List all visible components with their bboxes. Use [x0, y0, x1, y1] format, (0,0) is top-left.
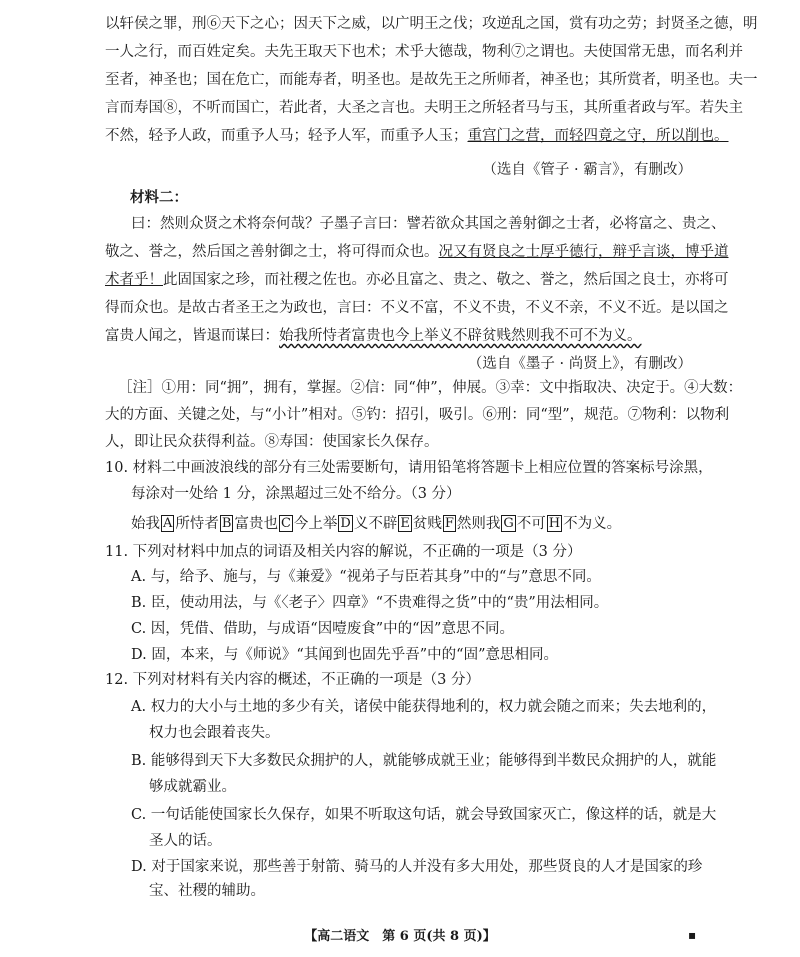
q12-option-a-cont: 权力也会跟着丧失。 [149, 725, 280, 741]
material2-line-4: 得而众也。是故古者圣王之为政也，言曰：不义不富，不义不贵，不义不亲，不义不近。是以国之 [105, 300, 729, 316]
q10-seg-3: 今上举 [293, 516, 338, 532]
q11-stem: 11. 下列对材料中加点的词语及相关内容的解说，不正确的一项是（3 分） [105, 544, 582, 560]
q12-option-c[interactable]: C. 一句话能使国家长久保存，如果不听取这句话，就会导致国家灭亡，像这样的话，就是大 [131, 807, 717, 823]
q12-option-d[interactable]: D. 对于国家来说，那些善于射箭、骑马的人并没有多大用处，那些贤良的人才是国家的珍 [131, 859, 703, 875]
material2-line-3 [105, 270, 729, 290]
q10-seg-1: 所恃者 [175, 516, 219, 532]
q10-seg-4: 义不辟 [353, 516, 398, 532]
q12-option-a[interactable]: A. 权力的大小与土地的多少有关，诸侯中能获得地利的，权力就会随之而来；失去地利的， [131, 699, 717, 715]
q10-label-h[interactable]: H [548, 516, 561, 531]
material1-line-2: 一人之行，而百姓定矣。夫先王取天下也术；术乎大德哉，物利⑦之谓也。夫使国常无患，而名利并 [105, 44, 743, 60]
q10-label-d[interactable]: D [340, 516, 351, 531]
q12-option-d-cont: 宝、社稷的辅助。 [149, 883, 265, 899]
material1-source: （选自《管子 · 霸言》，有删改） [482, 162, 692, 178]
q11-option-c[interactable]: C. 因，凭借、借助，与成语“因噎废食”中的“因”意思不同。 [131, 621, 514, 637]
q11-option-d[interactable]: D. 固，本来，与《师说》“其闻到也固先乎吾”中的“固”意思相同。 [131, 647, 558, 663]
material1-line-3: 至者，神圣也；国在危亡，而能寿者，明圣也。是故先王之所师者，神圣也；其所赏者，明圣也。夫一 [105, 72, 758, 88]
q10-seg-5: 贫贱 [412, 516, 442, 532]
material2-line-5-text: 富贵人闻之，皆退而谋曰： [105, 328, 279, 344]
q12-stem: 12. 下列对材料有关内容的概述，不正确的一项是（3 分） [105, 672, 481, 688]
notes-line-3: 人，即让民众获得利益。⑧寿国：使国家长久保存。 [105, 434, 439, 450]
q10-segments [131, 514, 621, 534]
material2-wavy-sentence: 始我所恃者富贵也今上举义不辟贫贱然则我不可不为义。 [279, 328, 642, 344]
notes-line-2: 大的方面、关键之处，与“小计”相对。⑤钓：招引，吸引。⑥刑：同“型”，规范。⑦物利：以物利 [105, 407, 730, 423]
material1-line-5 [105, 126, 729, 146]
material2-line-3-text: 此固国家之珍，而社稷之佐也。亦必且富之、贵之、敬之、誉之，然后国之良士，亦将可 [163, 272, 729, 288]
q10-label-e[interactable]: E [400, 516, 410, 531]
q11-option-a[interactable]: A. 与，给予、施与，与《兼爱》“视弟子与臣若其身”中的“与”意思不同。 [131, 569, 601, 585]
q10-label-a[interactable]: A [163, 516, 173, 531]
q10-seg-0: 始我 [131, 516, 160, 532]
material2-line-1: 曰：然则众贤之术将奈何哉？子墨子言曰：譬若欲众其国之善射御之士者，必将富之、贵之、 [131, 216, 726, 232]
material1-line-5-text: 不然，轻予人政，而重予人马；轻予人军，而重予人玉； [105, 128, 468, 144]
q12-option-b-cont: 够成就霸业。 [149, 779, 236, 795]
material2-line-2-text: 敬之、誉之，然后国之善射御之士，将可得而众也。 [105, 244, 439, 260]
material2-source: （选自《墨子 · 尚贤上》，有删改） [467, 356, 692, 372]
material1-line-4: 言而寿国⑧，不听而国亡，若此者，大圣之言也。夫明王之所轻者马与玉，其所重者政与军。若失主 [105, 100, 743, 116]
q10-seg-2: 富贵也 [234, 516, 278, 532]
material2-heading: 材料二： [130, 189, 188, 206]
q10-label-g[interactable]: G [503, 516, 514, 531]
material1-line-1: 以轩侯之罪，刑⑥天下之心；因天下之威，以广明王之伐；攻逆乱之国，赏有功之劳；封贤圣之德，明 [105, 16, 758, 32]
material2-underlined-part-2: 术者乎！ [105, 272, 163, 288]
q10-stem-line-1: 10. 材料二中画波浪线的部分有三处需要断句，请用铅笔将答题卡上相应位置的答案标号涂黑， [105, 460, 713, 476]
q10-label-f[interactable]: F [444, 516, 454, 531]
page-footer: 【高二语文 第 6 页(共 8 页)】 [304, 929, 496, 944]
q10-seg-8: 不为义。 [563, 516, 622, 532]
notes-line-1: ［注］①用：同“拥”，拥有，掌握。②信：同“伸”，伸展。③幸：文中指取决、决定于。④大数： [118, 380, 743, 396]
q12-option-c-cont: 圣人的话。 [149, 833, 222, 849]
material1-underlined-sentence: 重宫门之营，而轻四竟之守，所以削也。 [467, 128, 729, 144]
q10-seg-6: 然则我 [456, 516, 501, 532]
q11-option-b[interactable]: B. 臣，使动用法，与《〈老子〉四章》“不贵难得之货”中的“贵”用法相同。 [131, 595, 609, 611]
q10-label-c[interactable]: C [280, 516, 291, 531]
q10-stem-line-2: 每涂对一处给 1 分，涂黑超过三处不给分。（3 分） [131, 486, 461, 502]
material2-line-2 [105, 242, 729, 262]
q10-label-b[interactable]: B [221, 516, 232, 531]
q10-seg-7: 不可 [516, 516, 546, 532]
q12-option-b[interactable]: B. 能够得到天下大多数民众拥护的人，就能够成就王业；能够得到半数民众拥护的人，就能 [131, 753, 717, 769]
material2-underlined-part-1: 况又有贤良之士厚乎德行，辩乎言谈，博乎道 [438, 244, 729, 260]
corner-mark: ▪ [688, 928, 697, 942]
material2-line-5 [105, 326, 695, 346]
